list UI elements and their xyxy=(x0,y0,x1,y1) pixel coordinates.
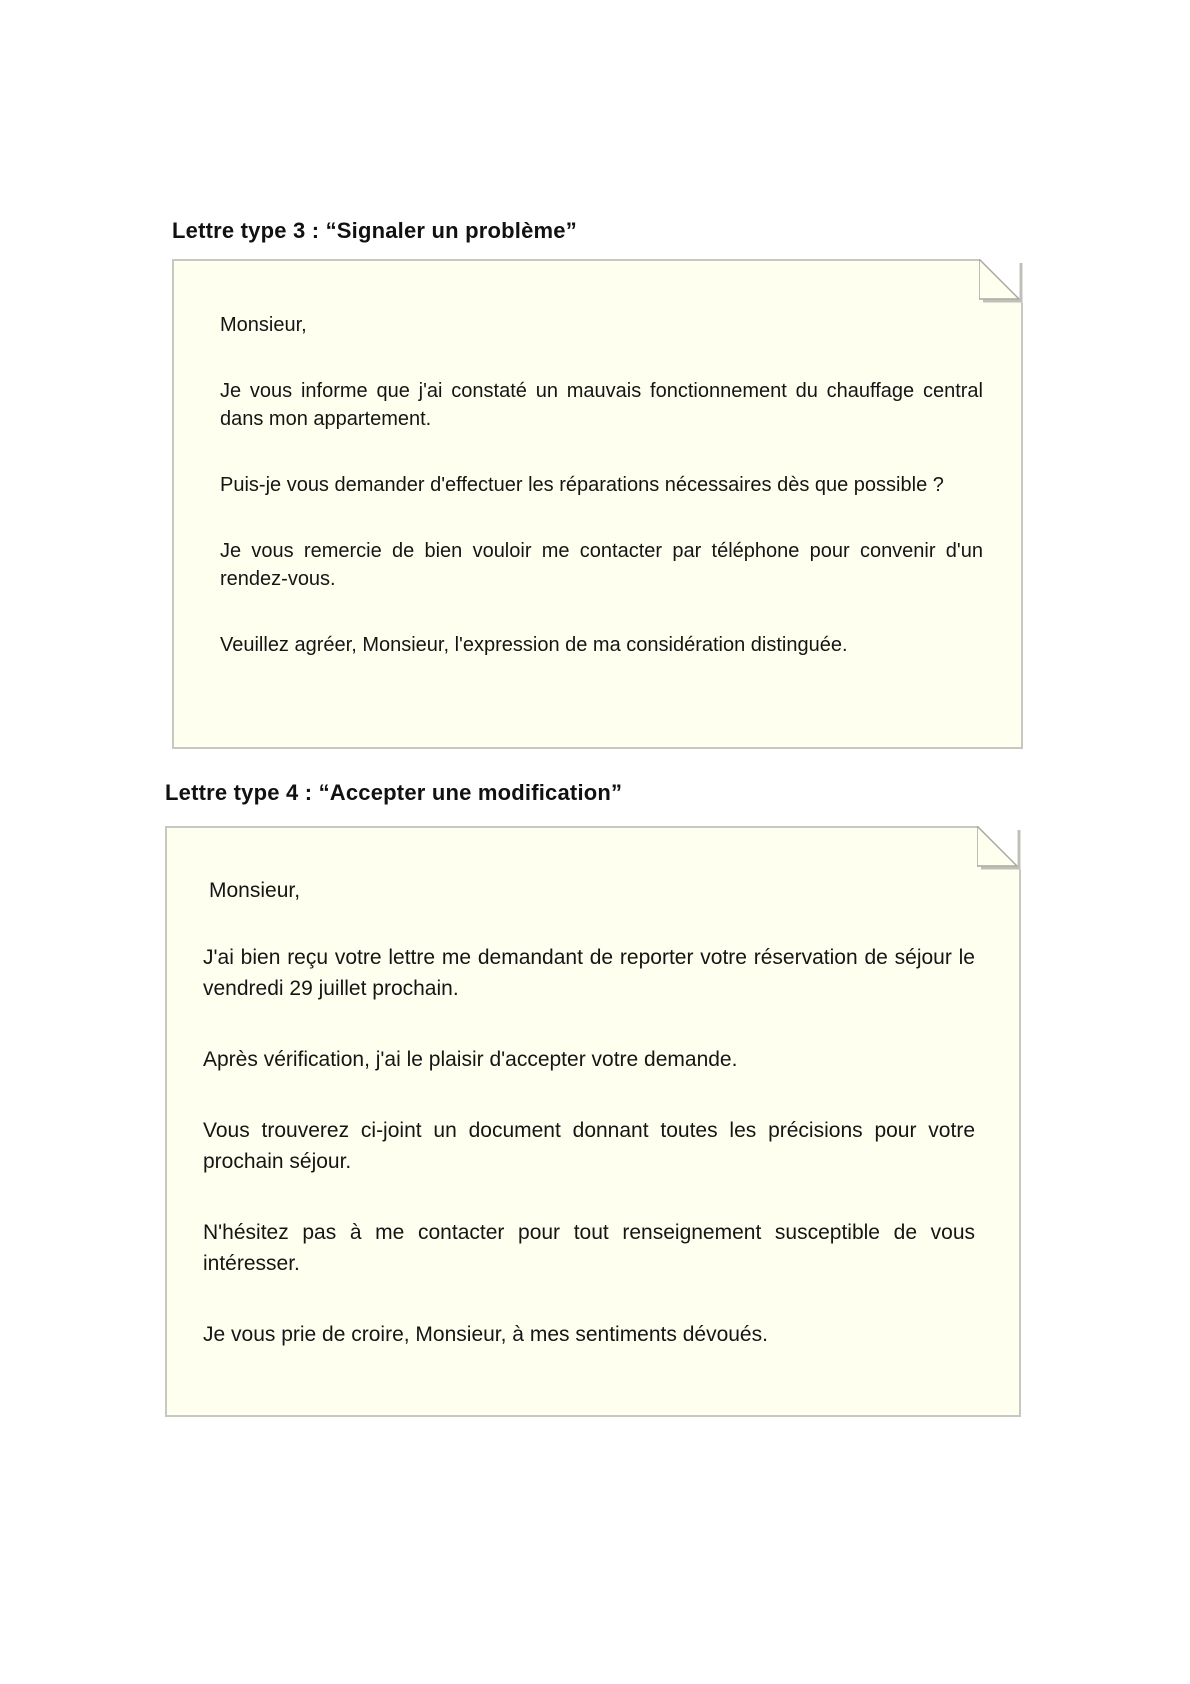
letter-3-paragraph-3: Je vous remercie de bien vouloir me contacter par téléphone pour convenir d'un rendez-vous. xyxy=(220,540,983,590)
letter-3-paragraph-1: Je vous informe que j'ai constaté un mauvais fonctionnement du chauffage central dans mon appartement. xyxy=(220,380,983,430)
letter-3-heading: Lettre type 3 : “Signaler un problème” xyxy=(172,218,577,243)
letter-4-salutation: Monsieur, xyxy=(209,879,301,902)
letter-4-note xyxy=(165,826,1021,1417)
letter-4-closing: Je vous prie de croire, Monsieur, à mes sentiments dévoués. xyxy=(203,1323,768,1346)
letter-4-body xyxy=(203,875,975,1390)
letter-4-heading: Lettre type 4 : “Accepter une modification” xyxy=(165,780,623,805)
letter-4-paragraph-1: J'ai bien reçu votre lettre me demandant de reporter votre réservation de séjour le vendredi 29 juillet prochain. xyxy=(203,946,975,1000)
letter-3-paragraph-2: Puis-je vous demander d'effectuer les réparations nécessaires dès que possible ? xyxy=(220,474,944,496)
letter-4-paragraph-2: Après vérification, j'ai le plaisir d'accepter votre demande. xyxy=(203,1048,738,1071)
letter-3-note xyxy=(172,259,1023,749)
letter-3-body xyxy=(220,311,983,697)
letter-3-closing: Veuillez agréer, Monsieur, l'expression de ma considération distinguée. xyxy=(220,634,848,656)
letter-4-paragraph-3: Vous trouverez ci-joint un document donnant toutes les précisions pour votre prochain séjour. xyxy=(203,1119,975,1173)
folded-corner-icon xyxy=(979,259,1023,303)
folded-corner-icon xyxy=(977,826,1021,870)
letter-3-salutation: Monsieur, xyxy=(220,314,307,336)
letter-4-paragraph-4: N'hésitez pas à me contacter pour tout renseignement susceptible de vous intéresser. xyxy=(203,1221,975,1275)
